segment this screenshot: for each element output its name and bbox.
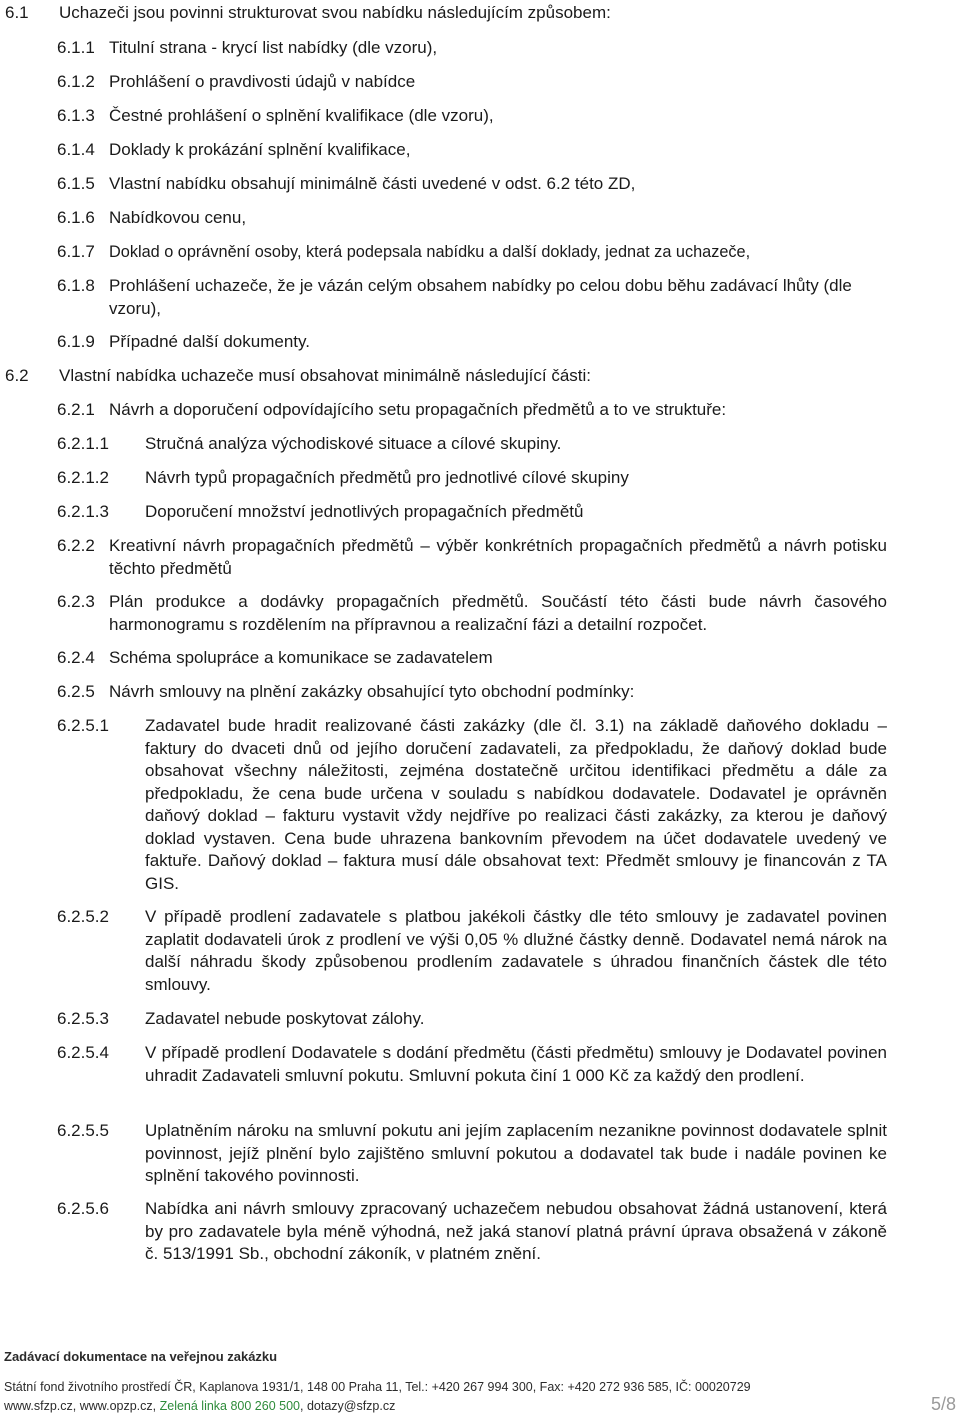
item-number: 6.2.4 <box>57 648 95 667</box>
item-number: 6.2.5 <box>57 682 95 701</box>
item-number: 6.2.1.3 <box>57 502 109 521</box>
item-text: Případné další dokumenty. <box>109 332 310 351</box>
page-number: 5/8 <box>930 1394 956 1414</box>
item-text: Návrh smlouvy na plnění zakázky obsahující tyto obchodní podmínky: <box>109 682 635 701</box>
item-text: Vlastní nabídku obsahují minimálně části uvedené v odst. 6.2 této ZD, <box>109 174 636 193</box>
item-text: Zadavatel nebude poskytovat zálohy. <box>145 1009 425 1028</box>
item-number: 6.1.5 <box>57 174 95 193</box>
item-number: 6.2 <box>5 366 29 385</box>
item-number: 6.1.2 <box>57 72 95 91</box>
item-text: Nabídkovou cenu, <box>109 208 247 227</box>
item-text: Plán produkce a dodávky propagačních předmětů. Součástí této části bude návrh časového harmonogramu s rozdělením na přípravnou a realizační fázi a detailní rozpočet. <box>109 592 887 634</box>
item-text: Kreativní návrh propagačních předmětů – výběr konkrétních propagačních předmětů a návrh potisku těchto předmětů <box>109 536 887 578</box>
footer-address: Státní fond životního prostředí ČR, Kaplanova 1931/1, 148 00 Praha 11, Tel.: +420 267 994 300, Fax: +420 272 936 585, IČ: 00020729 <box>4 1380 751 1394</box>
item-number: 6.2.5.3 <box>57 1009 109 1028</box>
footer-web: www.sfzp.cz, www.opzp.cz, <box>4 1399 160 1413</box>
item-number: 6.2.5.5 <box>57 1121 109 1140</box>
item-text: Uchazeči jsou povinni strukturovat svou nabídku následujícím způsobem: <box>59 3 611 22</box>
footer-contacts <box>4 1399 395 1413</box>
item-text: Čestné prohlášení o splnění kvalifikace (dle vzoru), <box>109 106 494 125</box>
item-number: 6.2.5.4 <box>57 1043 109 1062</box>
item-number: 6.2.3 <box>57 592 95 611</box>
item-text: Doporučení množství jednotlivých propagačních předmětů <box>145 502 584 521</box>
item-text: V případě prodlení Dodavatele s dodání předmětu (části předmětu) smlouvy je Dodavatel povinen uhradit Zadavateli smluvní pokutu. Smluvní pokuta činí 1 000 Kč za každý den prodlení. <box>145 1043 887 1085</box>
footer-email: , dotazy@sfzp.cz <box>300 1399 396 1413</box>
item-number: 6.1.9 <box>57 332 95 351</box>
item-text: Návrh a doporučení odpovídajícího setu propagačních předmětů a to ve struktuře: <box>109 400 727 419</box>
item-number: 6.1 <box>5 3 29 22</box>
item-text: Zadavatel bude hradit realizované části zakázky (dle čl. 3.1) na základě daňového dokladu – faktury do dvaceti dnů od jejího doručení zadavateli, za předpokladu, že daňový doklad bude obsahovat všechny náležitosti, zejména dostatečně určitou identifikaci předmětu a dále za předpokladu, že cena bude určena v souladu s nabídkou dodavatele. Dodavatel je oprávněn daňový doklad – fakturu vystavit vždy nejdříve po realizaci části zakázky, za kterou je daňový doklad vystaven. Cena bude uhrazena bankovním převodem na účet dodavatele uvedený ve faktuře. Daňový doklad – faktura musí dále obsahovat text: Předmět smlouvy je financován z TA GIS. <box>145 716 887 893</box>
item-text: Prohlášení uchazeče, že je vázán celým obsahem nabídky po celou dobu běhu zadávací lhůty (dle vzoru), <box>109 276 852 318</box>
footer-hotline: Zelená linka 800 260 500 <box>159 1399 300 1413</box>
item-text: Prohlášení o pravdivosti údajů v nabídce <box>109 72 416 91</box>
item-number: 6.1.8 <box>57 276 95 295</box>
item-text: Vlastní nabídka uchazeče musí obsahovat minimálně následující části: <box>59 366 592 385</box>
item-text: Uplatněním nároku na smluvní pokutu ani jejím zaplacením nezanikne povinnost dodavatele splnit povinnost, jejíž plnění bylo zajištěno smluvní pokutou a dodavatel tak bude i nadále povinen ke splnění takového povinnosti. <box>145 1121 887 1185</box>
item-number: 6.1.4 <box>57 140 95 159</box>
item-number: 6.2.5.6 <box>57 1199 109 1218</box>
item-number: 6.2.1.2 <box>57 468 109 487</box>
item-text: Nabídka ani návrh smlouvy zpracovaný uchazečem nebudou obsahovat žádná ustanovení, která by pro zadavatele byla méně výhodná, než jaká stanoví platná právní úprava obsažená v zákoně č. 513/1991 Sb., obchodní zákoník, v platném znění. <box>145 1199 887 1263</box>
item-text: Schéma spolupráce a komunikace se zadavatelem <box>109 648 493 667</box>
item-text: Návrh typů propagačních předmětů pro jednotlivé cílové skupiny <box>145 468 629 487</box>
item-text: Doklad o oprávnění osoby, která podepsala nabídku a další doklady, jednat za uchazeče, <box>109 243 751 261</box>
item-number: 6.1.6 <box>57 208 95 227</box>
item-number: 6.2.1.1 <box>57 434 109 453</box>
footer-title: Zadávací dokumentace na veřejnou zakázku <box>4 1349 278 1364</box>
item-number: 6.1.7 <box>57 242 95 261</box>
item-text: V případě prodlení zadavatele s platbou jakékoli částky dle této smlouvy je zadavatel povinen zaplatit dodavateli úrok z prodlení ve výši 0,05 % dlužné částky denně. Dodavatel nemá nárok na další náhradu škody způsobenou prodlením zadavatele s úhradou finančních částek dle této smlouvy. <box>145 907 887 994</box>
item-number: 6.1.1 <box>57 38 95 57</box>
item-number: 6.2.5.2 <box>57 907 109 926</box>
item-number: 6.2.2 <box>57 536 95 555</box>
item-number: 6.1.3 <box>57 106 95 125</box>
item-text: Titulní strana - krycí list nabídky (dle vzoru), <box>109 38 438 57</box>
item-number: 6.2.1 <box>57 400 95 419</box>
item-text: Doklady k prokázání splnění kvalifikace, <box>109 140 411 159</box>
item-number: 6.2.5.1 <box>57 716 109 735</box>
item-text: Stručná analýza východiskové situace a cílové skupiny. <box>145 434 562 453</box>
